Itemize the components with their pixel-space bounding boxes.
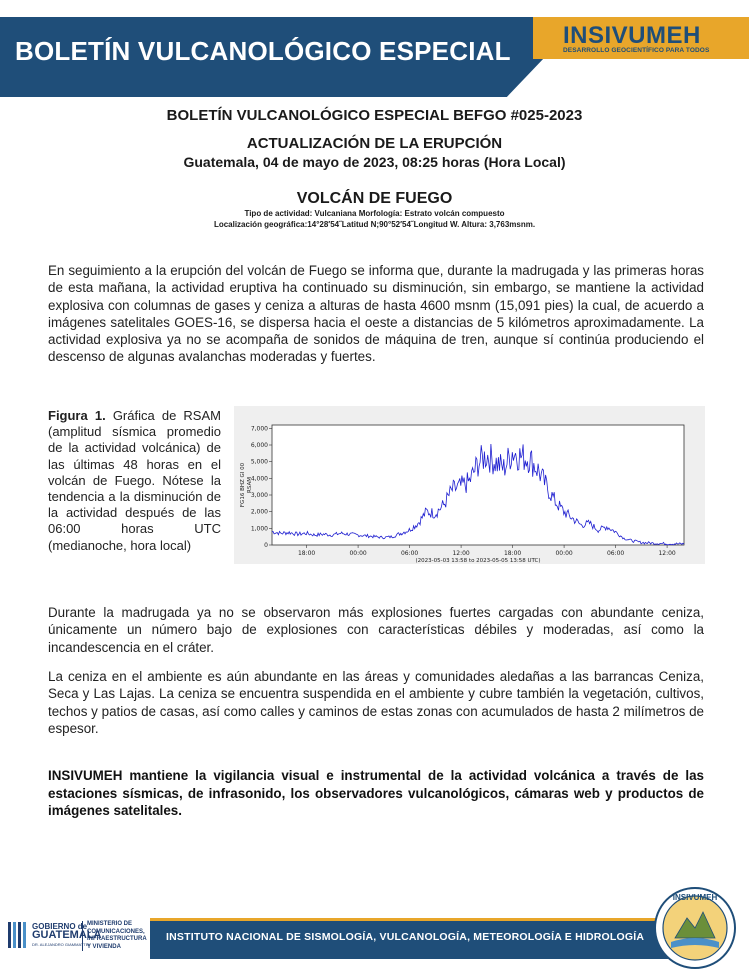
ministry-line-2: COMUNICACIONES, (87, 928, 145, 935)
x-tick-label: 00:00 (349, 550, 367, 557)
gov-line-1: GOBIERNO de (32, 922, 88, 931)
x-tick-label: 06:00 (400, 550, 419, 557)
insivumeh-seal-icon (653, 886, 737, 970)
geo-location: Localización geográfica:14°28′54˝Latitud N;90°52′54˝Longitud W. Altura: 3,763msnm. (213, 220, 536, 229)
bulletin-date: Guatemala, 04 de mayo de 2023, 08:25 horas (Hora Local) (183, 154, 566, 170)
y-tick-label: 3,000 (250, 492, 268, 499)
logo-tagline: DESARROLLO GEOCIENTÍFICO PARA TODOS (563, 47, 710, 54)
ministry-line-1: MINISTERIO DE (87, 921, 133, 927)
header-title: BOLETÍN VULCANOLÓGICO ESPECIAL (15, 36, 511, 66)
paragraph-monitoring: INSIVUMEH mantiene la vigilancia visual e instrumental de la actividad volcánica a través de las estaciones sísmicas, de infrasonido, los observadores vulcanológicos, cámaras web y productos de imágenes satelitales. (48, 768, 704, 818)
y-axis-label: FG16 BHZ GI 00 (240, 462, 246, 508)
insivumeh-logo: INSIVUMEH (563, 22, 701, 49)
y-tick-label: 6,000 (250, 442, 268, 449)
guatemala-government-icon (7, 920, 29, 950)
x-axis-label: (2023-05-03 13:58 to 2023-05-05 13:58 UTC) (415, 558, 541, 564)
y-tick-label: 0 (264, 542, 268, 549)
y-tick-label: 5,000 (250, 458, 268, 466)
y-tick-label: 7,000 (250, 425, 268, 433)
y-tick-label: 4,000 (250, 475, 268, 483)
y-axis-label: RSAM (247, 477, 253, 493)
paragraph-night: Durante la madrugada ya no se observaron más explosiones fuertes cargadas con abundante ceniza, únicamente un número bajo de explosiones con características débiles y moderadas, así como la incandescencia en el cráter. (48, 605, 704, 655)
seal-text: INSIVUMEH (672, 893, 718, 902)
gov-line-2: GUATEMALA (32, 929, 102, 941)
ministry-label (82, 921, 147, 951)
figure-caption (48, 408, 221, 554)
x-tick-label: 06:00 (606, 550, 625, 557)
activity-type: Tipo de actividad: Vulcaniana Morfología: Estrato volcán compuesto (244, 209, 505, 218)
plot-area (272, 425, 684, 545)
paragraph-ash: La ceniza en el ambiente es aún abundante en las áreas y comunidades aledañas a las barrancas Ceniza, Seca y Las Lajas. La ceniza se encuentra suspendida en el ambiente y cubre también la vegetación, cultivos, techos y patios de casas, así como calles y caminos de estas zonas con acumulados de hasta 2 milímetros de espesor. (48, 669, 704, 736)
x-tick-label: 00:00 (555, 550, 573, 557)
gov-line-3: DR. ALEJANDRO GIAMMATTEI (32, 942, 90, 947)
y-tick-label: 2,000 (250, 508, 268, 516)
y-tick-label: 1,000 (250, 525, 268, 533)
rsam-chart (234, 406, 705, 564)
ministry-line-4: Y VIVIENDA (87, 943, 121, 950)
figure-label: Figura 1. (48, 408, 106, 423)
ministry-line-3: INFRAESTRUCTURA (87, 936, 147, 942)
bulletin-code-title: BOLETÍN VULCANOLÓGICO ESPECIAL BEFGO #025-2023 (166, 107, 583, 124)
volcano-name: VOLCÁN DE FUEGO (296, 190, 453, 207)
x-tick-label: 18:00 (503, 550, 522, 557)
x-tick-label: 18:00 (297, 550, 316, 557)
institute-name: INSTITUTO NACIONAL DE SISMOLOGÍA, VULCANOLOGÍA, METEOROLOGÍA E HIDROLOGÍA (166, 931, 645, 943)
rsam-chart-svg (234, 406, 705, 564)
x-tick-label: 12:00 (452, 550, 470, 557)
x-tick-label: 12:00 (658, 550, 676, 557)
bulletin-subtitle: ACTUALIZACIÓN DE LA ERUPCIÓN (246, 135, 503, 152)
figure-caption-text: Gráfica de RSAM (amplitud sísmica promedio de la actividad volcánica) de las últimas 48 horas en el volcán de Fuego. Nótese la tendencia a la disminución de la actividad después de las 06:00 horas UTC (medianoche, hora local) (48, 408, 221, 553)
paragraph-intro: En seguimiento a la erupción del volcán de Fuego se informa que, durante la madrugada y las primeras horas de esta mañana, la actividad eruptiva ha continuado su disminución, sin embargo, se mantiene la actividad explosiva con columnas de gases y ceniza a alturas de hasta 4600 msnm (15,091 pies) la cual, de acuerdo a imágenes satelitales GOES-16, se dispersa hacia el oeste a distancias de 5 kilómetros aproximadamente. La actividad explosiva ya no se acompaña de sonidos de máquina de tren, aunque sí continúa produciendo el descenso de algunas avalanchas moderadas y fuertes. (48, 263, 704, 365)
